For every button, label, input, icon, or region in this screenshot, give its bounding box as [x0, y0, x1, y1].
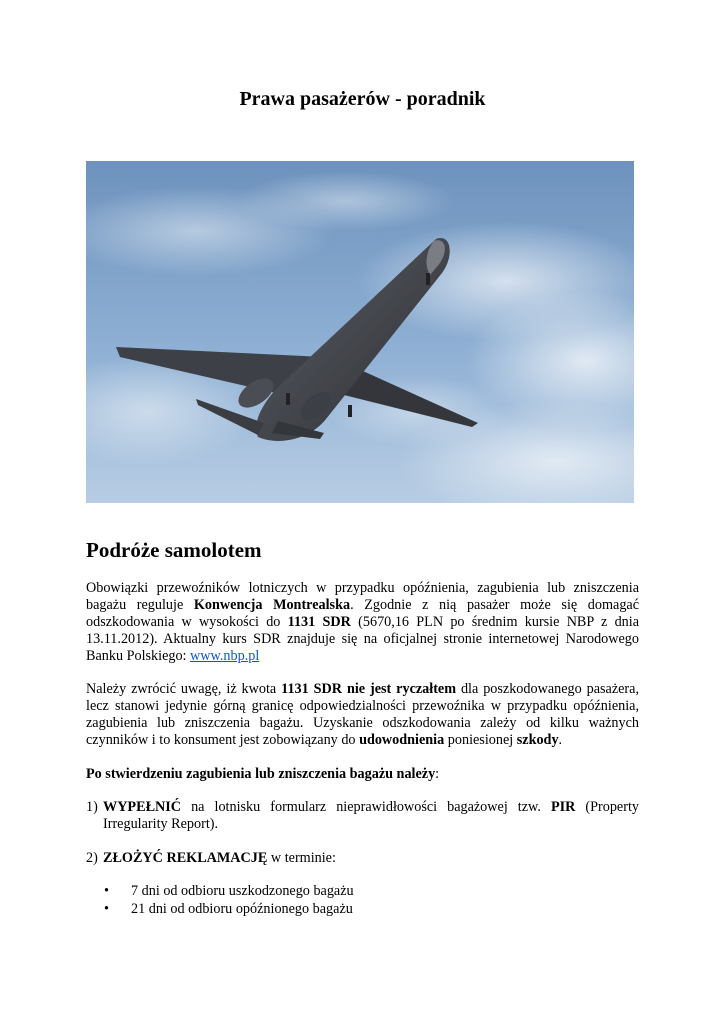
paragraph-convention: Obowiązki przewoźników lotniczych w przypadku opóźnienia, zagubienia lub zniszczenia bagażu reguluje Konwencja Montrealska. Zgodnie z nią pasażer może się domagać odszkodowania w wysokości do 1131 SDR (5670,16 PLN po średnim kursie NBP z dnia 13.11.2012). Aktualny kurs SDR znajduje się na oficjalnej stronie internetowej Narodowego Banku Polskiego: www.nbp.pl [86, 580, 640, 664]
paragraph-steps-intro: Po stwierdzeniu zagubienia lub zniszczenia bagażu należy: [86, 766, 440, 782]
prove-text: udowodnienia [359, 732, 445, 748]
document-title: Prawa pasażerów - poradnik [239, 88, 486, 110]
step-number: 1) [86, 799, 98, 815]
step-action: ZŁOŻYĆ REKLAMACJĘ [103, 850, 268, 866]
damage-text: szkody [516, 732, 559, 748]
list-item: • 7 dni od odbioru uszkodzonego bagażu [104, 883, 354, 899]
step-action: WYPEŁNIĆ [103, 799, 182, 815]
step-item-1: 1) WYPEŁNIĆ na lotnisku formularz nieprawidłowości bagażowej tzw. PIR (Property Irregularity Report). [86, 799, 639, 832]
deadline-list [104, 882, 354, 918]
airplane-photo [86, 161, 634, 503]
step-item-2: 2) ZŁOŻYĆ REKLAMACJĘ w terminie: [86, 850, 336, 866]
steps-intro-bold: Po stwierdzeniu zagubienia lub zniszczenia bagażu należy [86, 766, 436, 782]
bullet-icon: • [104, 901, 109, 917]
paragraph-liability: Należy zwrócić uwagę, iż kwota 1131 SDR nie jest ryczałtem dla poszkodowanego pasażera, lecz stanowi jedynie górną granicę odpowiedzialności przewoźnika w przypadku opóźnienia, zagubienia lub zniszczenia bagażu. Uzyskanie odszkodowania zależy od kilku ważnych czynników i to konsument jest zobowiązany do udowodnienia poniesionej szkody. [86, 681, 639, 748]
not-lump-sum: 1131 SDR nie jest ryczałtem [281, 681, 457, 697]
convention-name: Konwencja Montrealska [193, 597, 351, 613]
step-number: 2) [86, 850, 98, 866]
bullet-icon: • [104, 883, 109, 899]
section-heading: Podróże samolotem [86, 538, 262, 562]
sdr-limit: 1131 SDR [287, 614, 351, 630]
pir-text: PIR [550, 799, 576, 815]
list-item: • 21 dni od odbioru opóźnionego bagażu [104, 901, 353, 917]
nbp-link[interactable]: www.nbp.pl [190, 648, 260, 664]
